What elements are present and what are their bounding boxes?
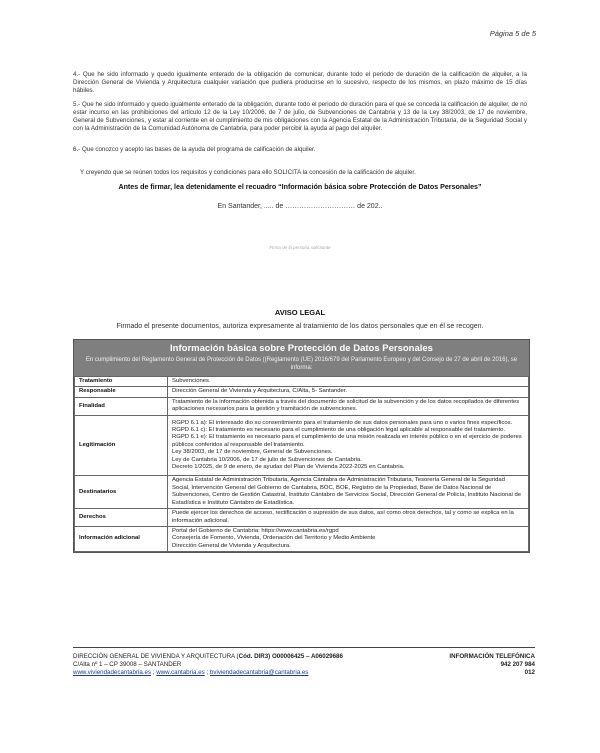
- row-line: Subvenciones.: [172, 378, 211, 384]
- data-protection-subtitle: En cumplimiento del Reglamento General de Protección de Datos ((Reglamento (UE) 2016/679 del Parlamento Europeo y del Consejo de 27 de abril de 2016), se informa:: [85, 357, 518, 371]
- footer-address: C/Alta nº 1 – CP 39008 – SANTANDER: [73, 661, 182, 668]
- phone-label: INFORMACIÓN TELEFÓNICA: [449, 653, 535, 660]
- row-label: Derechos: [75, 509, 168, 527]
- declaration-6: 6.- Que conozco y acepto las bases de la ayuda del programa de calificación de alquiler.: [73, 146, 316, 153]
- signing-date-line: En Santander, ..... de ………………………… de 202..: [217, 203, 383, 210]
- page-number: Página 5 de 5: [489, 29, 536, 38]
- table-row: [75, 377, 529, 387]
- legal-notice-title: AVISO LEGAL: [274, 308, 326, 317]
- row-line: Agencia Estatal de Administración Tributaria, Agencia Cántabra de Administración Tributaria, Tesorería General de la Seguridad Social, Intervención General del Gobierno de Cantabria, BOC, BOE, Registro de la Propiedad, Base de Datos Nacional de Subvenciones, Centro de Gestión Catastral, Instituto Cántabro de Servicios Social, Dirección General de Policía, Instituto Nacional de Estadística e Instituto Cántabro de Estadística.: [172, 477, 522, 506]
- declaration-4: 4.- Que he sido informado y quedo igualmente enterado de la obligación de comunicar, durante todo el periodo de duración de la calificación de alquiler, a la Dirección General de Vivienda y Arquitectura cualquier variación que pudiera producirse en lo sucesivo, respecto de los mismos, en plazo máximo de 15 días hábiles.: [73, 71, 527, 95]
- footer-links: [73, 669, 343, 677]
- signature-label: Firma de la persona solicitante: [269, 245, 331, 250]
- row-line: Dirección General de Vivienda y Arquitectura, C/Alta, 5- Santander.: [172, 388, 348, 395]
- row-content: [168, 526, 529, 551]
- data-protection-table: [74, 376, 529, 552]
- row-line: RGPD 6.1 c): El tratamiento es necesario para el cumplimiento de una obligación legal aplicable al responsable del tratamiento.: [172, 427, 506, 434]
- declaration-5: 5.- Que he sido informado y quedo igualmente enterado de la obligación, durante todo el periodo de duración para el que se conceda la calificación de alquiler, de no estar incurso en las prohibiciones del artículo 12 de la Ley 10/2006, de 7 de julio, de Subvenciones de Cantabria y 13 de la Ley 38/2003, de 17 de noviembre, General de Subvenciones, y estar al corriente en el cumplimiento de mis obligaciones con la Agencia Estatal de la Administración Tributaria, de la Seguridad Social y con la Administración de la Comunidad Autónoma de Cantabria, para poder percibir la ayuda al pago del alquiler.: [73, 101, 527, 133]
- row-label: Tratamiento: [75, 377, 168, 387]
- row-label: Responsable: [75, 387, 168, 397]
- link-separator: ;: [204, 669, 210, 676]
- page-footer: [73, 647, 535, 676]
- data-protection-header: [74, 340, 529, 376]
- table-row: [75, 526, 529, 551]
- row-label: Finalidad: [75, 397, 168, 415]
- data-protection-warning: Antes de firmar, lea detenidamente el recuadro “Información básica sobre Protección de Datos Personales”: [118, 183, 482, 191]
- row-line: Tratamiento de la información obtenida a través del documento de solicitud de la subvención y de los datos recopilados de diferentes aplicaciones necesarios para la gestión y tramitación de subvenciones.: [172, 398, 520, 413]
- data-protection-box: [73, 339, 530, 553]
- row-line: Portal del Gobierno de Cantabria: https://www.cantabria.es/rgpd: [172, 527, 339, 534]
- data-protection-title: Información básica sobre Protección de Datos Personales: [170, 343, 433, 354]
- row-line: Puede ejercer los derechos de acceso, rectificación o supresión de sus datos, así como otros derechos, tal y como se explica en la información adicional.: [172, 510, 514, 524]
- table-row: [75, 397, 529, 415]
- link-separator: ;: [151, 669, 157, 676]
- footer-org-line: [73, 653, 343, 661]
- row-content: [168, 387, 529, 397]
- spacer: [172, 471, 524, 474]
- footer-contact: [73, 653, 343, 677]
- email-link[interactable]: bviviendadecantabria@cantabria.es: [209, 669, 309, 676]
- row-line: Consejería de Fomento, Vivienda, Ordenación del Territorio y Medio Ambiente: [172, 535, 376, 542]
- row-line: Decreto 1/2025, de 9 de enero, de ayudas del Plan de Vivienda 2022-2025 en Cantabria.: [172, 464, 405, 471]
- row-label: Destinatarios: [75, 476, 168, 509]
- table-row: [75, 387, 529, 397]
- row-line: RGPD 6.1 e): El tratamiento es necesario para el cumplimiento de una misión realizada en interés público o en el ejercicio de poderes públicos conferidos al responsable del tratamiento.: [172, 434, 522, 448]
- table-row: [75, 476, 529, 509]
- row-content: [168, 377, 529, 387]
- row-content: [168, 476, 529, 509]
- table-row: [75, 415, 529, 476]
- row-line: Dirección General de Vivienda y Arquitectura.: [172, 542, 291, 549]
- phone-short-number: 012: [524, 669, 535, 676]
- row-content: [168, 397, 529, 415]
- row-content: [168, 415, 529, 476]
- row-line: RGPD 6.1 a): El interesado dio su consentimiento para el tratamiento de sus datos personales para uno o varios fines específicos.: [172, 419, 513, 426]
- row-label: Legitimación: [75, 415, 168, 476]
- legal-notice-text: Firmado el presente documentos, autoriza expresamente al tratamiento de los datos personales que en él se recogen.: [116, 323, 484, 330]
- row-line: Ley 38/2003, de 17 de noviembre, General de Subvenciones.: [172, 449, 333, 456]
- footer-phone-info: [449, 653, 535, 677]
- row-content: [168, 509, 529, 527]
- request-statement: Y creyendo que se reúnen todos los requisitos y condiciones para ello SOLICITA la concesión de la calificación de alquiler.: [80, 169, 416, 176]
- row-line: Ley de Cantabria 10/2006, de 17 de julio de Subvenciones de Cantabria.: [172, 456, 362, 463]
- phone-number: 942 207 984: [500, 661, 535, 668]
- table-row: [75, 509, 529, 527]
- footer-org-name: DIRECCIÓN GENERAL DE VIVIENDA Y ARQUITECTURA (: [73, 653, 239, 660]
- cantabria-link[interactable]: www.cantabria.es: [156, 669, 205, 676]
- website-link[interactable]: www.viviendadecantabria.es: [73, 669, 152, 676]
- footer-org-code: Cód. DIR3) O00006425 – A06029686: [238, 653, 343, 660]
- row-label: Información adicional: [75, 526, 168, 551]
